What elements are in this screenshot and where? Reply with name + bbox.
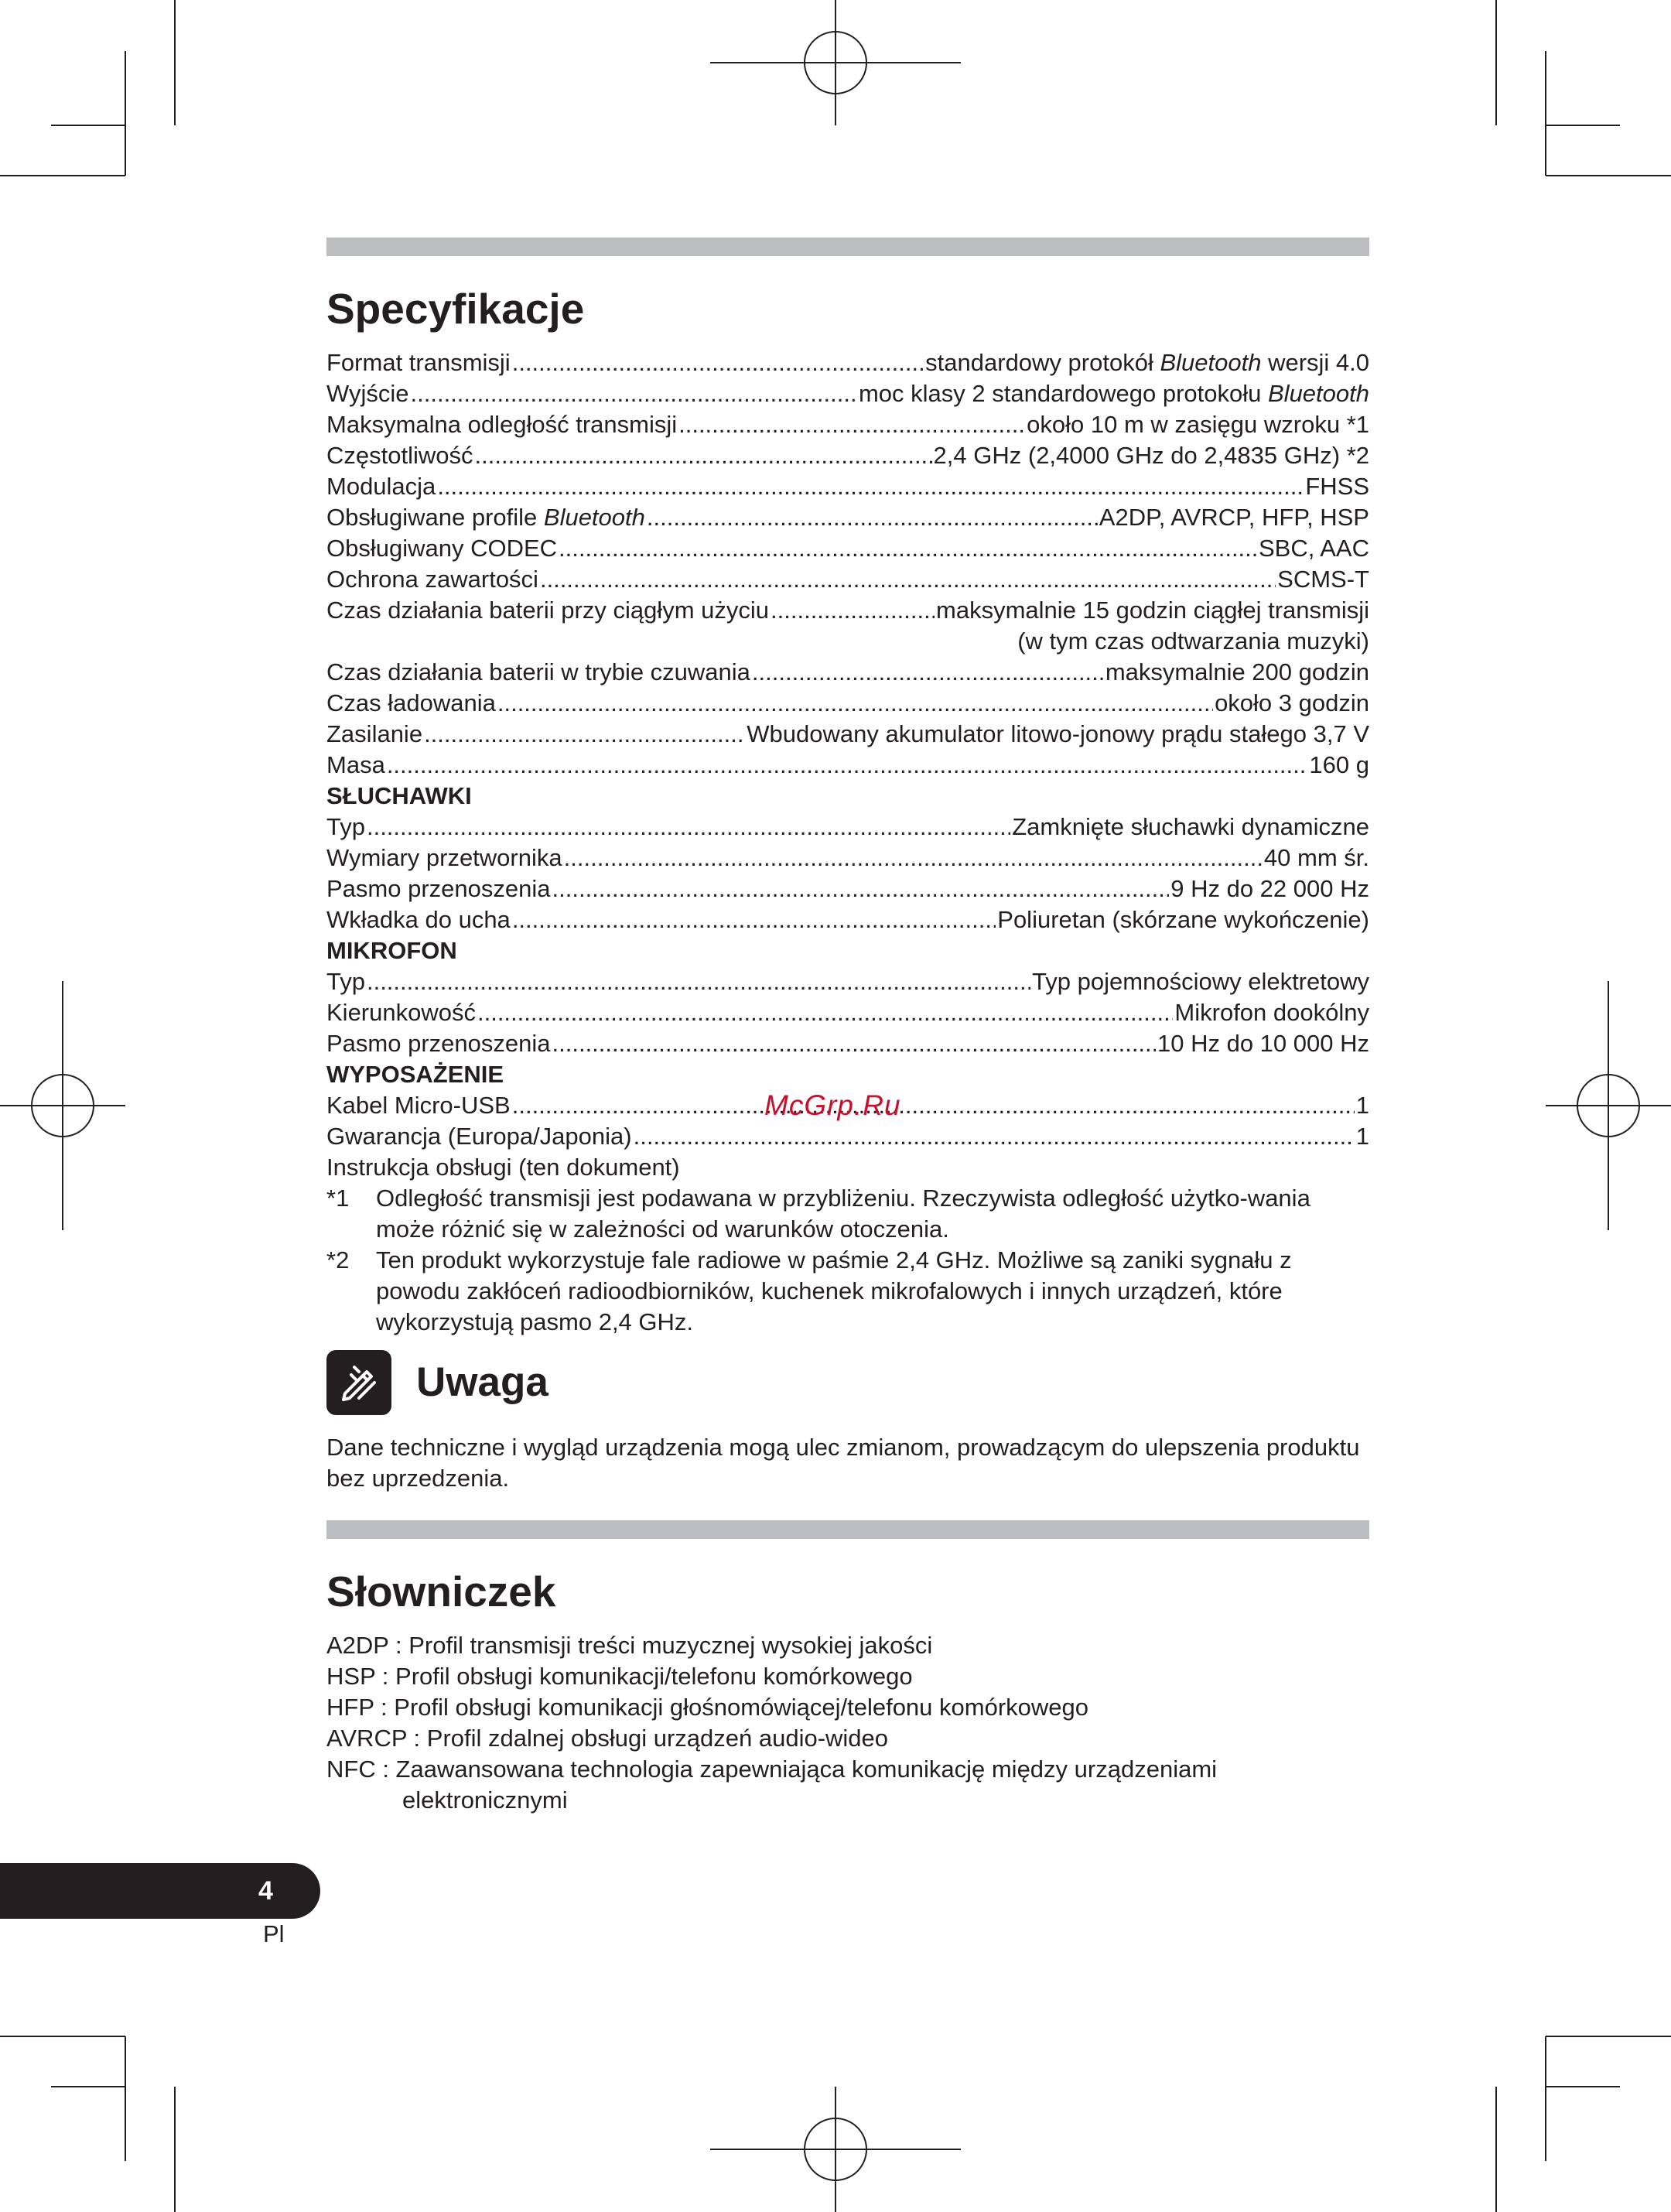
specs-title: Specyfikacje bbox=[326, 285, 585, 333]
section-rule bbox=[326, 238, 1369, 256]
spec-label: Maksymalna odległość transmisji bbox=[326, 411, 678, 438]
spec-row bbox=[326, 409, 1369, 440]
spec-value: Wbudowany akumulator litowo-jonowy prądu stałego 3,7 V bbox=[747, 720, 1369, 747]
spec-label: Obsługiwany CODEC bbox=[326, 535, 558, 562]
spec-label: Modulacja bbox=[326, 473, 436, 500]
spec-row bbox=[326, 874, 1369, 904]
spec-label: Ochrona zawartości bbox=[326, 566, 538, 593]
spec-row bbox=[326, 997, 1369, 1028]
spec-value: 1 bbox=[1355, 1123, 1369, 1150]
spec-value: maksymalnie 200 godzin bbox=[1105, 658, 1369, 685]
spec-value: Zamknięte słuchawki dynamiczne bbox=[1012, 813, 1369, 840]
spec-value: Mikrofon dookólny bbox=[1174, 999, 1369, 1026]
spec-value: maksymalnie 15 godzin ciągłej transmisji bbox=[936, 597, 1369, 624]
spec-label: Wyjście bbox=[326, 380, 409, 407]
spec-value: 2,4 GHz (2,4000 GHz do 2,4835 GHz) *2 bbox=[933, 442, 1369, 469]
spec-label: Kierunkowość bbox=[326, 999, 476, 1026]
spec-label: Kabel Micro-USB bbox=[326, 1092, 511, 1119]
spec-row bbox=[326, 1121, 1369, 1152]
spec-label: Wymiary przetwornika bbox=[326, 844, 562, 871]
spec-row bbox=[326, 719, 1369, 750]
footnote-text: Odległość transmisji jest podawana w przybliżeniu. Rzeczywista odległość użytko-wania może różnić się w zależności od warunków otoczenia. bbox=[376, 1185, 1310, 1243]
spec-row bbox=[326, 966, 1369, 997]
page-number: 4 bbox=[258, 1876, 273, 1906]
spec-row bbox=[326, 750, 1369, 781]
glossary-item: NFC : Zaawansowana technologia zapewniająca komunikację między urządzeniami bbox=[326, 1756, 1218, 1783]
spec-row bbox=[326, 471, 1369, 502]
pencil-note-icon bbox=[326, 1350, 391, 1415]
microphone-heading: MIKROFON bbox=[326, 937, 457, 964]
spec-value: FHSS bbox=[1305, 473, 1369, 500]
spec-label: Pasmo przenoszenia bbox=[326, 1030, 551, 1057]
spec-value: SBC, AAC bbox=[1259, 535, 1369, 562]
spec-label: Czas działania baterii w trybie czuwania bbox=[326, 658, 750, 685]
spec-row bbox=[326, 378, 1369, 409]
footnote bbox=[326, 1245, 1369, 1338]
spec-row bbox=[326, 843, 1369, 874]
spec-value: moc klasy 2 standardowego protokołu Bluetooth bbox=[858, 380, 1369, 407]
spec-row bbox=[326, 688, 1369, 719]
spec-value: SCMS-T bbox=[1277, 566, 1369, 593]
spec-value: 10 Hz do 10 000 Hz bbox=[1157, 1030, 1369, 1057]
accessories-heading: WYPOSAŻENIE bbox=[326, 1061, 504, 1088]
note-title: Uwaga bbox=[416, 1359, 548, 1405]
note-text: Dane techniczne i wygląd urządzenia mogą ulec zmianom, prowadzącym do ulepszenia produktu bez uprzedzenia. bbox=[326, 1434, 1360, 1492]
spec-label: Czas ładowania bbox=[326, 689, 496, 716]
spec-row bbox=[326, 440, 1369, 471]
spec-value: 9 Hz do 22 000 Hz bbox=[1170, 875, 1369, 902]
spec-label: Typ bbox=[326, 968, 365, 995]
glossary-item: HSP : Profil obsługi komunikacji/telefonu komórkowego bbox=[326, 1663, 913, 1690]
spec-label: Zasilanie bbox=[326, 720, 423, 747]
spec-row bbox=[326, 1028, 1369, 1059]
footnote-text: Ten produkt wykorzystuje fale radiowe w paśmie 2,4 GHz. Możliwe są zaniki sygnału z powodu zakłóceń radioodbiorników, kuchenek mikrofalowych i innych urządzeń, które wykorzystują pasmo 2,4 GHz. bbox=[376, 1246, 1292, 1335]
spec-value: standardowy protokół Bluetooth wersji 4.0 bbox=[925, 349, 1369, 376]
spec-row bbox=[326, 564, 1369, 595]
spec-label: Obsługiwane profile Bluetooth bbox=[326, 504, 645, 531]
glossary-item: A2DP : Profil transmisji treści muzycznej wysokiej jakości bbox=[326, 1632, 933, 1659]
spec-label: Typ bbox=[326, 813, 365, 840]
spec-value: 40 mm śr. bbox=[1263, 844, 1369, 871]
spec-label: Gwarancja (Europa/Japonia) bbox=[326, 1123, 632, 1150]
spec-value: A2DP, AVRCP, HFP, HSP bbox=[1099, 504, 1369, 531]
watermark: McGrp.Ru bbox=[764, 1089, 901, 1121]
spec-label: Pasmo przenoszenia bbox=[326, 875, 551, 902]
note-header bbox=[326, 1350, 1369, 1415]
spec-label: Format transmisji bbox=[326, 349, 511, 376]
spec-row bbox=[326, 595, 1369, 626]
footnote-mark: *2 bbox=[326, 1246, 350, 1274]
spec-row bbox=[326, 347, 1369, 378]
specs-list bbox=[326, 347, 1369, 1338]
spec-value: Typ pojemnościowy elektretowy bbox=[1032, 968, 1369, 995]
spec-row bbox=[326, 502, 1369, 533]
spec-row bbox=[326, 533, 1369, 564]
spec-value: 1 bbox=[1355, 1092, 1369, 1119]
spec-value: około 3 godzin bbox=[1215, 689, 1369, 716]
section-rule bbox=[326, 1520, 1369, 1539]
spec-label: Wkładka do ucha bbox=[326, 906, 511, 933]
spec-label: Czas działania baterii przy ciągłym użyciu bbox=[326, 597, 770, 624]
spec-value-continuation: (w tym czas odtwarzania muzyki) bbox=[1017, 627, 1369, 655]
glossary-list bbox=[326, 1630, 1369, 1816]
spec-label: Masa bbox=[326, 751, 385, 778]
footnote bbox=[326, 1183, 1369, 1245]
glossary-title: Słowniczek bbox=[326, 1568, 556, 1615]
page-content bbox=[326, 238, 1369, 1816]
spec-row bbox=[326, 657, 1369, 688]
spec-value: 160 g bbox=[1309, 751, 1369, 778]
footnote-mark: *1 bbox=[326, 1185, 350, 1212]
spec-label: Częstotliwość bbox=[326, 442, 473, 469]
spec-row bbox=[326, 904, 1369, 935]
headphones-heading: SŁUCHAWKI bbox=[326, 782, 472, 809]
spec-row bbox=[326, 812, 1369, 843]
glossary-item-continuation: elektronicznymi bbox=[402, 1786, 568, 1814]
spec-value: Poliuretan (skórzane wykończenie) bbox=[997, 906, 1369, 933]
spec-value: około 10 m w zasięgu wzroku *1 bbox=[1027, 411, 1369, 438]
language-code: Pl bbox=[263, 1920, 285, 1947]
glossary-item: HFP : Profil obsługi komunikacji głośnomówiącej/telefonu komórkowego bbox=[326, 1694, 1089, 1721]
glossary-item: AVRCP : Profil zdalnej obsługi urządzeń audio-wideo bbox=[326, 1725, 889, 1752]
accessory-manual: Instrukcja obsługi (ten dokument) bbox=[326, 1154, 680, 1181]
